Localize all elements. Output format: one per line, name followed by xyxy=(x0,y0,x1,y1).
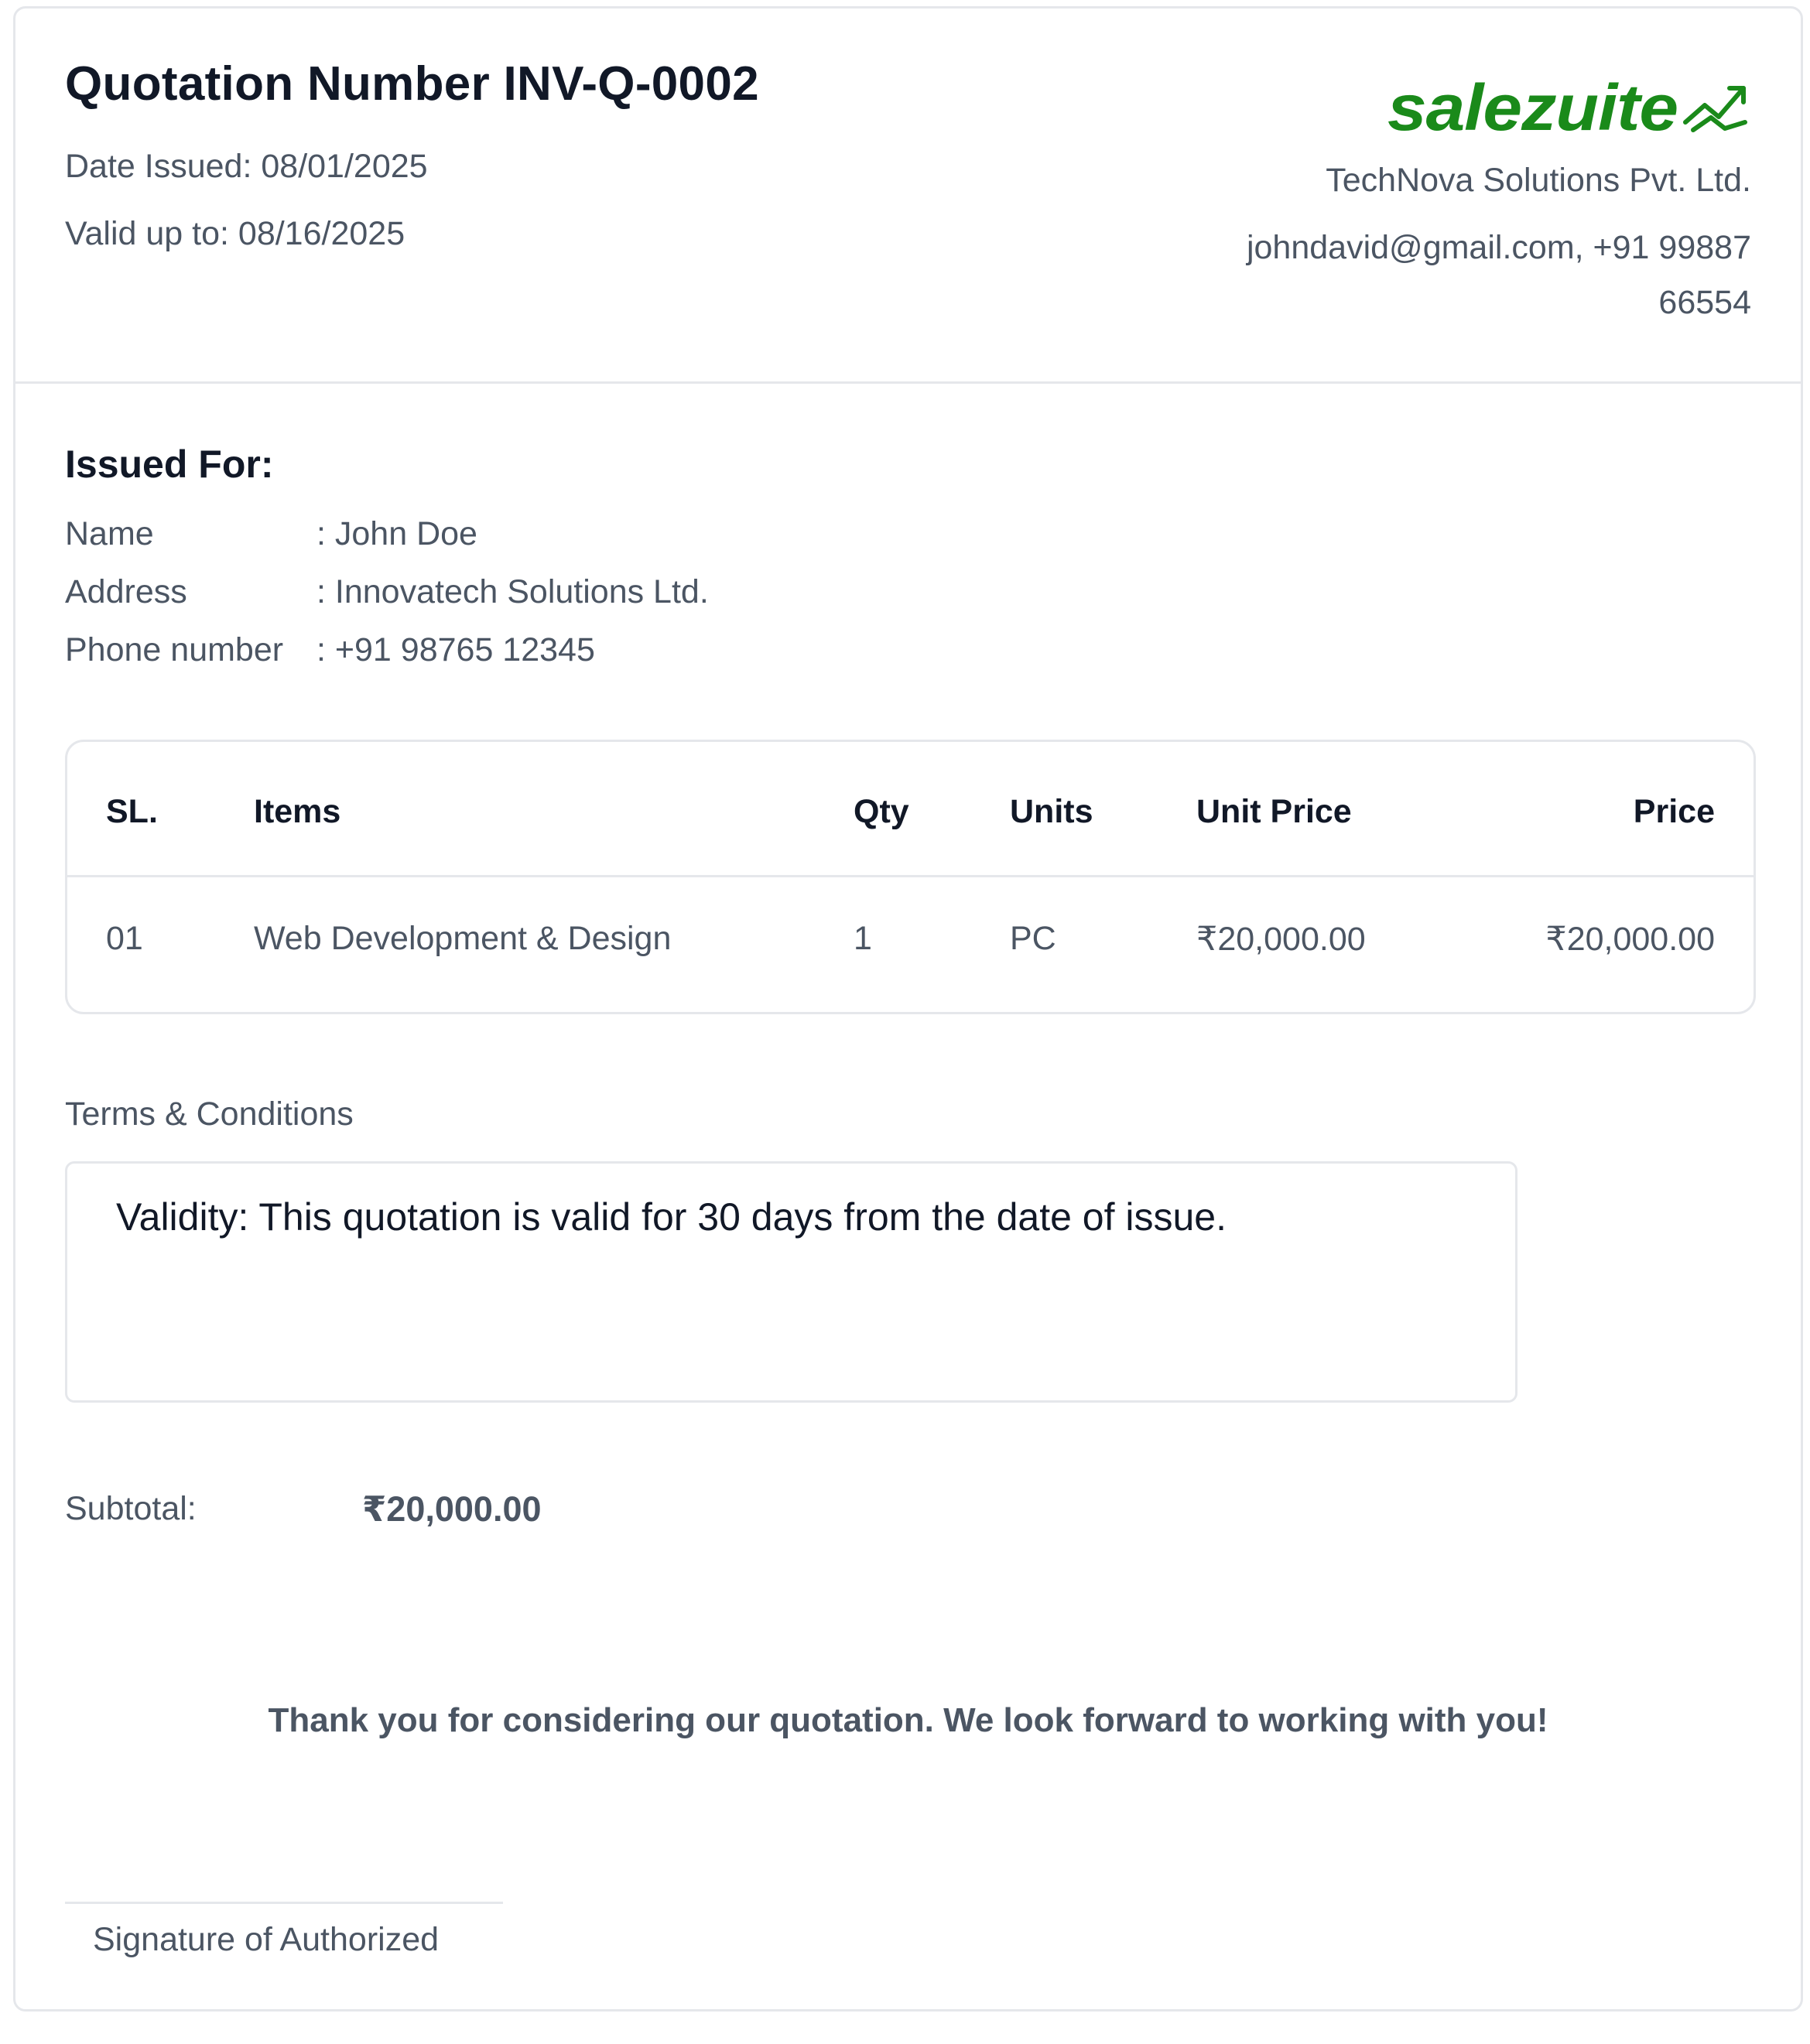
col-header-price: Price xyxy=(1633,793,1715,830)
cell-qty: 1 xyxy=(854,920,872,957)
company-contact: johndavid@gmail.com, +91 99887 xyxy=(1246,229,1751,266)
items-table xyxy=(65,740,1756,1014)
subtotal-label: Subtotal: xyxy=(65,1490,197,1527)
quotation-header xyxy=(15,9,1801,384)
thank-you-message: Thank you for considering our quotation. We look forward to working with you! xyxy=(268,1701,1548,1739)
issued-for-heading: Issued For: xyxy=(65,443,274,486)
cell-price: ₹20,000.00 xyxy=(1545,921,1715,958)
terms-label: Terms & Conditions xyxy=(65,1095,354,1133)
col-header-items: Items xyxy=(254,793,341,830)
info-value: : John Doe xyxy=(316,515,477,552)
info-label: Phone number xyxy=(65,631,284,668)
cell-sl: 01 xyxy=(106,920,143,957)
subtotal-value: ₹20,000.00 xyxy=(362,1489,542,1529)
table-header-row xyxy=(67,742,1754,877)
trend-arrow-icon xyxy=(1685,88,1745,130)
cell-unit-price: ₹20,000.00 xyxy=(1196,921,1366,958)
col-header-qty: Qty xyxy=(854,793,909,830)
company-logo xyxy=(1387,74,1751,144)
info-label: Address xyxy=(65,573,187,610)
quotation-title: Quotation Number INV-Q-0002 xyxy=(65,57,759,111)
logo-wordmark: salezuite xyxy=(1387,74,1678,144)
col-header-sl: SL. xyxy=(106,793,158,830)
signature-line xyxy=(65,1902,503,1904)
terms-box xyxy=(65,1161,1517,1403)
salezuite-logo-image xyxy=(1387,74,1751,144)
col-header-unit-price: Unit Price xyxy=(1196,793,1352,830)
cell-units: PC xyxy=(1010,920,1056,957)
info-label: Name xyxy=(65,515,154,552)
cell-item: Web Development & Design xyxy=(254,920,672,957)
info-value: : +91 98765 12345 xyxy=(316,631,595,668)
date-issued: Date Issued: 08/01/2025 xyxy=(65,148,428,185)
quotation-card xyxy=(13,6,1803,2012)
col-header-units: Units xyxy=(1010,793,1093,830)
company-contact-continued: 66554 xyxy=(1658,284,1751,321)
signature-label: Signature of Authorized xyxy=(93,1921,440,1958)
info-value: : Innovatech Solutions Ltd. xyxy=(316,573,709,610)
valid-up-to: Valid up to: 08/16/2025 xyxy=(65,215,405,252)
terms-text: Validity: This quotation is valid for 30 days from the date of issue. xyxy=(116,1195,1227,1239)
company-name: TechNova Solutions Pvt. Ltd. xyxy=(1326,162,1751,199)
